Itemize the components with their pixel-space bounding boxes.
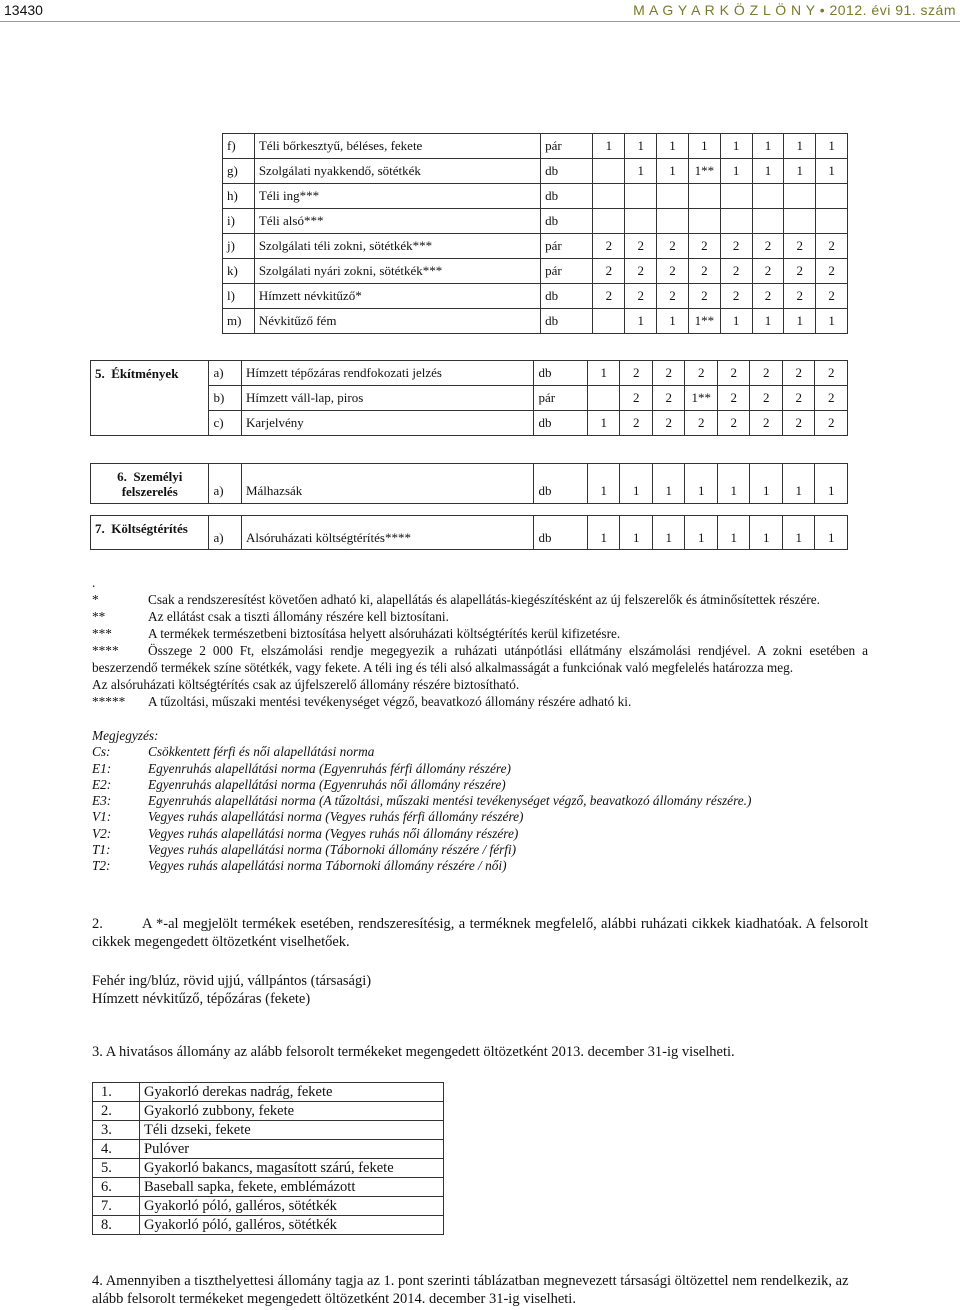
cell-value [688, 184, 720, 209]
list-index: 3. [93, 1121, 140, 1140]
row-letter: a) [209, 516, 242, 550]
list-text: Baseball sapka, fekete, emblémázott [140, 1178, 444, 1197]
list-item [93, 1140, 444, 1159]
legend-item [92, 842, 872, 858]
list-text: Téli dzseki, fekete [140, 1121, 444, 1140]
row-letter: b) [209, 386, 242, 411]
legend-key: E3: [92, 793, 112, 809]
cell-value: 2 [815, 411, 848, 436]
clothing-table [222, 133, 848, 334]
allowed-item: Fehér ing/blúz, rövid ujjú, vállpántos (társasági) [92, 973, 372, 989]
row-item: Szolgálati nyakkendő, sötétkék [254, 159, 540, 184]
cell-value: 2 [816, 234, 848, 259]
legend-text: Vegyes ruhás alapellátási norma (Tábornoki állomány részére / férfi) [148, 842, 517, 858]
cell-value: 2 [652, 386, 685, 411]
cell-value: 2 [688, 234, 720, 259]
cell-value: 1 [652, 516, 685, 550]
cell-value: 2 [685, 361, 718, 386]
cell-value: 1 [717, 464, 750, 504]
cell-value: 2 [752, 284, 784, 309]
legend-key: E1: [92, 760, 112, 776]
row-item: Szolgálati nyári zokni, sötétkék*** [254, 259, 540, 284]
cell-value: 1 [816, 309, 848, 334]
cell-value [816, 184, 848, 209]
cell-value: 2 [625, 284, 657, 309]
cell-value [593, 184, 625, 209]
cell-value: 2 [717, 411, 750, 436]
cell-value: 1 [816, 134, 848, 159]
cell-value [816, 209, 848, 234]
paragraph-3: 3. A hivatásos állomány az alább felsorolt termékeket megengedett öltözetként 2013. december 31-ig viselheti. [92, 1044, 735, 1060]
journal-title: M A G Y A R K Ö Z L Ö N Y • 2012. évi 91. szám [633, 2, 956, 18]
paragraph-2: 2. A *-al megjelölt termékek esetében, rendszeresítésig, a terméknek megfelelő, alábbi ruházati cikkek kiadhatóak. A felsorolt cikkek megengedett öltözetként viselhetőek. [92, 916, 868, 950]
cell-value: 1 [752, 159, 784, 184]
legend-item [92, 744, 872, 760]
list-item [93, 1197, 444, 1216]
cell-value: 2 [752, 234, 784, 259]
footnote-5 [92, 693, 868, 710]
cell-value: 2 [816, 284, 848, 309]
cell-value [752, 209, 784, 234]
cell-value: 1 [782, 464, 815, 504]
list-index: 8. [93, 1216, 140, 1235]
legend-text: Vegyes ruhás alapellátási norma Tábornoki állomány részére / női) [148, 858, 507, 874]
cell-value: 1 [816, 159, 848, 184]
section-7-table [90, 515, 848, 550]
row-unit: pár [534, 386, 587, 411]
row-item: Hímzett váll-lap, piros [241, 386, 534, 411]
cell-value: 2 [782, 361, 815, 386]
cell-value: 1 [688, 134, 720, 159]
page-header [0, 0, 960, 22]
list-index: 5. [93, 1159, 140, 1178]
cell-value: 1 [752, 309, 784, 334]
cell-value: 1 [815, 516, 848, 550]
cell-value: 1 [782, 516, 815, 550]
section-name: Személyi [133, 469, 183, 484]
section-number: 5. [95, 366, 105, 381]
cell-value: 2 [717, 361, 750, 386]
cell-value: 1 [657, 159, 689, 184]
row-item: Hímzett tépőzáras rendfokozati jelzés [241, 361, 534, 386]
section-title [91, 516, 209, 550]
footnotes [92, 574, 868, 710]
cell-value: 2 [720, 259, 752, 284]
table-row [223, 234, 848, 259]
cell-value: 2 [784, 234, 816, 259]
list-text: Gyakorló zubbony, fekete [140, 1102, 444, 1121]
list-index: 4. [93, 1140, 140, 1159]
section-name: Költségtérítés [111, 521, 188, 536]
row-letter: g) [223, 159, 255, 184]
cell-value: 2 [688, 284, 720, 309]
cell-value [657, 209, 689, 234]
cell-value: 1 [720, 309, 752, 334]
cell-value: 2 [784, 284, 816, 309]
list-text: Gyakorló póló, galléros, sötétkék [140, 1216, 444, 1235]
row-unit: db [541, 159, 593, 184]
footnote-text: Összege 2 000 Ft, elszámolási rendje megegyezik a ruházati utánpótlási ellátmány elszámolási rendjével. A zokni esetében a beszerzendő termékek színe sötétkék, vagy fekete. A téli ing és téli alsó alkalmasságát a funkciónak való megfelelés határozza meg. [92, 643, 868, 675]
cell-value: 2 [782, 386, 815, 411]
cell-value: 1 [625, 159, 657, 184]
cell-value: 1 [750, 516, 783, 550]
cell-value [720, 184, 752, 209]
row-unit: db [541, 184, 593, 209]
cell-value: 2 [688, 259, 720, 284]
list-text: Gyakorló póló, galléros, sötétkék [140, 1197, 444, 1216]
cell-value: 1** [688, 159, 720, 184]
allowed-clothing-list [92, 1082, 444, 1235]
cell-value: 1 [685, 464, 718, 504]
legend-item [92, 809, 872, 825]
cell-value: 2 [815, 361, 848, 386]
cell-value: 1 [657, 134, 689, 159]
section-name: Ékítmények [111, 366, 179, 381]
cell-value: 2 [620, 386, 653, 411]
list-item [93, 1102, 444, 1121]
cell-value: 2 [652, 411, 685, 436]
list-index: 7. [93, 1197, 140, 1216]
legend-text: Egyenruhás alapellátási norma (Egyenruhás női állomány részére) [148, 776, 506, 792]
table-row [223, 134, 848, 159]
cell-value: 1 [587, 411, 620, 436]
cell-value: 2 [750, 411, 783, 436]
legend-text: Vegyes ruhás alapellátási norma (Vegyes ruhás női állomány részére) [148, 825, 519, 841]
footnote-key: **** [92, 643, 119, 658]
cell-value: 1 [717, 516, 750, 550]
table-row [91, 464, 848, 504]
cell-value: 1 [587, 516, 620, 550]
cell-value: 1 [685, 516, 718, 550]
table-row [91, 361, 848, 386]
legend-key: T2: [92, 858, 111, 874]
cell-value: 1 [752, 134, 784, 159]
row-item: Téli bőrkesztyű, béléses, fekete [254, 134, 540, 159]
footnote-2 [92, 608, 868, 625]
row-unit: db [534, 411, 587, 436]
cell-value [587, 386, 620, 411]
list-item [93, 1083, 444, 1102]
cell-value [593, 159, 625, 184]
cell-value [784, 209, 816, 234]
legend-key: V2: [92, 825, 112, 841]
cell-value: 2 [750, 361, 783, 386]
cell-value: 2 [620, 361, 653, 386]
legend-text: Vegyes ruhás alapellátási norma (Vegyes ruhás férfi állomány részére) [148, 809, 524, 825]
list-index: 6. [93, 1178, 140, 1197]
footnote-text: A tűzoltási, műszaki mentési tevékenységet végző, beavatkozó állomány részére adható ki. [148, 694, 632, 709]
row-unit: db [534, 516, 587, 550]
section-5-table [90, 360, 848, 436]
row-unit: db [541, 284, 593, 309]
legend-key: E2: [92, 776, 112, 792]
page-number: 13430 [4, 2, 43, 18]
cell-value: 2 [782, 411, 815, 436]
legend-key: T1: [92, 842, 111, 858]
legend-item [92, 826, 872, 842]
row-letter: f) [223, 134, 255, 159]
footnote-text: Az ellátást csak a tiszti állomány részére kell biztosítani. [148, 609, 449, 624]
table-row [91, 516, 848, 550]
row-letter: a) [209, 464, 242, 504]
cell-value: 2 [685, 411, 718, 436]
footnote-key: *** [92, 626, 112, 641]
cell-value [625, 184, 657, 209]
cell-value: 1 [750, 464, 783, 504]
row-letter: i) [223, 209, 255, 234]
header-divider [0, 21, 960, 22]
row-letter: h) [223, 184, 255, 209]
cell-value: 1 [593, 134, 625, 159]
cell-value: 2 [593, 259, 625, 284]
cell-value [625, 209, 657, 234]
cell-value: 1 [720, 134, 752, 159]
row-letter: c) [209, 411, 242, 436]
list-item [93, 1178, 444, 1197]
row-unit: db [541, 309, 593, 334]
section-title [91, 361, 209, 436]
cell-value: 1 [625, 134, 657, 159]
section-number: 7. [95, 521, 105, 536]
row-letter: j) [223, 234, 255, 259]
cell-value: 2 [752, 259, 784, 284]
legend-text: Csökkentett férfi és női alapellátási norma [148, 744, 375, 760]
cell-value: 1 [652, 464, 685, 504]
row-item: Téli ing*** [254, 184, 540, 209]
cell-value: 1 [784, 309, 816, 334]
cell-value: 2 [652, 361, 685, 386]
cell-value [593, 309, 625, 334]
cell-value: 2 [717, 386, 750, 411]
row-item: Névkitűző fém [254, 309, 540, 334]
cell-value: 1** [685, 386, 718, 411]
legend-text: Egyenruhás alapellátási norma (A tűzoltási, műszaki mentési tevékenységet végző, beavatkozó állomány részére.) [148, 793, 752, 809]
cell-value: 2 [657, 234, 689, 259]
footnote-key: ** [92, 609, 106, 624]
table-row [223, 284, 848, 309]
section-number: 6. [117, 469, 127, 484]
cell-value: 2 [625, 234, 657, 259]
row-item: Téli alsó*** [254, 209, 540, 234]
cell-value [720, 209, 752, 234]
legend-item [92, 777, 872, 793]
row-item: Hímzett névkitűző* [254, 284, 540, 309]
table-row [223, 159, 848, 184]
legend-title: Megjegyzés: [92, 728, 159, 743]
legend-text: Egyenruhás alapellátási norma (Egyenruhás férfi állomány részére) [148, 760, 511, 776]
list-index: 2. [93, 1102, 140, 1121]
table-row [223, 184, 848, 209]
cell-value: 2 [657, 259, 689, 284]
cell-value: 2 [657, 284, 689, 309]
list-item [93, 1159, 444, 1178]
cell-value: 2 [720, 284, 752, 309]
allowed-item: Hímzett névkitűző, tépőzáras (fekete) [92, 991, 311, 1007]
cell-value [752, 184, 784, 209]
cell-value: 2 [593, 284, 625, 309]
row-unit: pár [541, 134, 593, 159]
list-item [93, 1121, 444, 1140]
row-letter: m) [223, 309, 255, 334]
cell-value [784, 184, 816, 209]
cell-value: 2 [620, 411, 653, 436]
row-unit: db [534, 464, 587, 504]
footnote-3 [92, 625, 868, 642]
footnote-4 [92, 642, 868, 676]
cell-value [688, 209, 720, 234]
cell-value [657, 184, 689, 209]
row-letter: l) [223, 284, 255, 309]
cell-value: 1 [587, 361, 620, 386]
section-name: felszerelés [121, 484, 178, 499]
cell-value: 1** [688, 309, 720, 334]
row-item: Karjelvény [241, 411, 534, 436]
cell-value: 1 [784, 134, 816, 159]
table-row [223, 309, 848, 334]
cell-value: 2 [816, 259, 848, 284]
cell-value: 2 [625, 259, 657, 284]
section-6-table [90, 463, 848, 504]
row-item: Málhazsák [241, 464, 534, 504]
row-unit: pár [541, 259, 593, 284]
list-index: 1. [93, 1083, 140, 1102]
row-item: Alsóruházati költségtérítés**** [241, 516, 534, 550]
row-unit: db [534, 361, 587, 386]
row-unit: pár [541, 234, 593, 259]
paragraph-2-items [92, 972, 371, 1008]
cell-value: 1 [815, 464, 848, 504]
row-letter: k) [223, 259, 255, 284]
legend-item [92, 761, 872, 777]
row-unit: db [541, 209, 593, 234]
cell-value: 2 [750, 386, 783, 411]
cell-value: 1 [625, 309, 657, 334]
cell-value [593, 209, 625, 234]
list-text: Gyakorló derekas nadrág, fekete [140, 1083, 444, 1102]
cell-value: 2 [720, 234, 752, 259]
footnote-text: Csak a rendszeresítést követően adható ki, alapellátás és alapellátás-kiegészítésként az új felszerelők és átminősítettek részére. [148, 592, 820, 607]
paragraph-4: 4. Amennyiben a tiszthelyettesi állomány tagja az 1. pont szerinti táblázatban megnevezett társasági öltözettel nem rendelkezik, az alább felsorolt termékeket megengedett öltözetként 2014. december 31-ig viselheti. [92, 1273, 849, 1307]
section-title [91, 464, 209, 504]
footnote-key: * [92, 592, 99, 607]
table-row [223, 209, 848, 234]
footnote-text: A termékek természetbeni biztosítása helyett alsóruházati költségtérítés kerül kifizetésre. [148, 626, 621, 641]
list-item [93, 1216, 444, 1235]
cell-value: 2 [784, 259, 816, 284]
legend-item [92, 858, 872, 874]
cell-value: 1 [620, 516, 653, 550]
cell-value: 1 [587, 464, 620, 504]
cell-value: 1 [720, 159, 752, 184]
list-text: Pulóver [140, 1140, 444, 1159]
footnote-1 [92, 591, 868, 608]
cell-value: 1 [620, 464, 653, 504]
legend-notes [92, 728, 872, 875]
legend-key: V1: [92, 809, 112, 825]
legend-key: Cs: [92, 744, 111, 760]
row-letter: a) [209, 361, 242, 386]
row-item: Szolgálati téli zokni, sötétkék*** [254, 234, 540, 259]
footnote-key: ***** [92, 694, 126, 709]
cell-value: 1 [657, 309, 689, 334]
footnote-4-extra: Az alsóruházati költségtérítés csak az újfelszerelő állomány részére biztosítható. [92, 677, 520, 692]
cell-value: 2 [815, 386, 848, 411]
cell-value: 2 [593, 234, 625, 259]
cell-value: 1 [784, 159, 816, 184]
legend-item [92, 793, 872, 809]
list-text: Gyakorló bakancs, magasított szárú, fekete [140, 1159, 444, 1178]
table-row [223, 259, 848, 284]
footnote-dot: . [92, 575, 96, 590]
